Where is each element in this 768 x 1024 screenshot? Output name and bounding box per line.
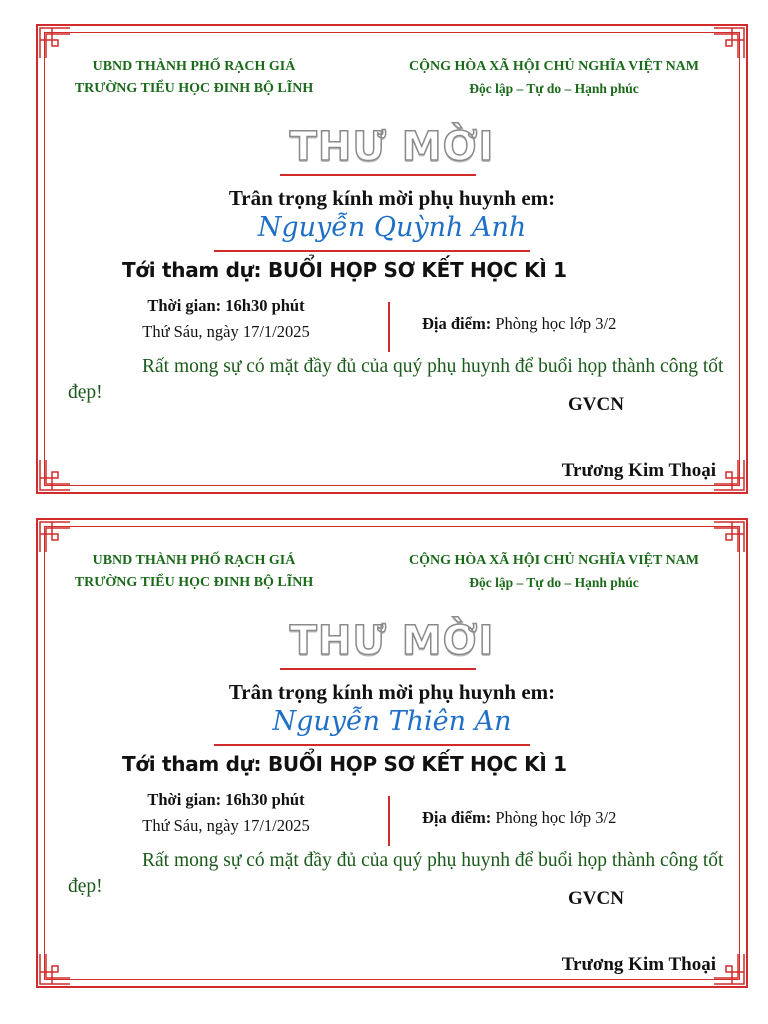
place-value: Phòng học lớp 3/2 xyxy=(495,314,617,333)
corner-ornament-icon xyxy=(712,520,746,554)
event-name: BUỔI HỌP SƠ KẾT HỌC KÌ 1 xyxy=(267,258,567,282)
org-line-2: TRƯỜNG TIỂU HỌC ĐINH BỘ LĨNH xyxy=(74,81,314,96)
invitation-title: THƯ MỜI xyxy=(289,124,495,170)
event-name: BUỔI HỌP SƠ KẾT HỌC KÌ 1 xyxy=(267,752,567,776)
corner-ornament-icon xyxy=(712,26,746,60)
place-label: Địa điểm: xyxy=(422,808,492,827)
title-underline xyxy=(280,668,476,670)
invite-text: Trân trọng kính mời phụ huynh em: xyxy=(228,186,556,210)
corner-ornament-icon xyxy=(712,458,746,492)
corner-ornament-icon xyxy=(712,952,746,986)
meeting-place xyxy=(422,808,616,828)
event-line xyxy=(122,258,567,282)
school-header xyxy=(44,550,344,594)
nation-line-1: CỘNG HÒA XÃ HỘI CHỦ NGHĨA VIỆT NAM xyxy=(408,59,699,74)
signer-role: GVCN xyxy=(568,888,624,909)
nation-line-1: CỘNG HÒA XÃ HỘI CHỦ NGHĨA VIỆT NAM xyxy=(408,553,699,568)
closing-message: Rất mong sự có mặt đầy đủ của quý phụ huynh để buổi họp thành công tốt đẹp! xyxy=(68,850,724,897)
signer-name: Trương Kim Thoại xyxy=(561,460,716,481)
org-line-2: TRƯỜNG TIỂU HỌC ĐINH BỘ LĨNH xyxy=(74,575,314,590)
org-line-1: UBND THÀNH PHỐ RẠCH GIÁ xyxy=(92,553,296,568)
nation-motto: Độc lập – Tự do – Hạnh phúc xyxy=(469,575,639,590)
student-name: Nguyễn Quỳnh Anh xyxy=(257,212,527,243)
event-line xyxy=(122,752,567,776)
invitation-card xyxy=(36,24,748,494)
meeting-time: Thời gian: 16h30 phút xyxy=(147,790,305,809)
school-header xyxy=(44,56,344,100)
event-label: Tới tham dự: xyxy=(122,752,262,776)
nation-header xyxy=(374,56,734,100)
signer-role: GVCN xyxy=(568,394,624,415)
divider xyxy=(388,302,390,352)
corner-ornament-icon xyxy=(38,26,72,60)
invitation-title: THƯ MỜI xyxy=(289,618,495,664)
corner-ornament-icon xyxy=(38,458,72,492)
title-underline xyxy=(280,174,476,176)
event-label: Tới tham dự: xyxy=(122,258,262,282)
invite-text: Trân trọng kính mời phụ huynh em: xyxy=(228,680,556,704)
name-underline xyxy=(214,744,530,746)
invitation-card xyxy=(36,518,748,988)
nation-motto: Độc lập – Tự do – Hạnh phúc xyxy=(469,81,639,96)
name-underline xyxy=(214,250,530,252)
corner-ornament-icon xyxy=(38,520,72,554)
student-name: Nguyễn Thiên An xyxy=(272,706,512,737)
divider xyxy=(388,796,390,846)
signer-name: Trương Kim Thoại xyxy=(561,954,716,975)
meeting-date: Thứ Sáu, ngày 17/1/2025 xyxy=(142,816,310,835)
nation-header xyxy=(374,550,734,594)
closing-message: Rất mong sự có mặt đầy đủ của quý phụ huynh để buổi họp thành công tốt đẹp! xyxy=(68,356,724,403)
place-label: Địa điểm: xyxy=(422,314,492,333)
meeting-date: Thứ Sáu, ngày 17/1/2025 xyxy=(142,322,310,341)
corner-ornament-icon xyxy=(38,952,72,986)
place-value: Phòng học lớp 3/2 xyxy=(495,808,617,827)
org-line-1: UBND THÀNH PHỐ RẠCH GIÁ xyxy=(92,59,296,74)
meeting-place xyxy=(422,314,616,334)
meeting-time: Thời gian: 16h30 phút xyxy=(147,296,305,315)
